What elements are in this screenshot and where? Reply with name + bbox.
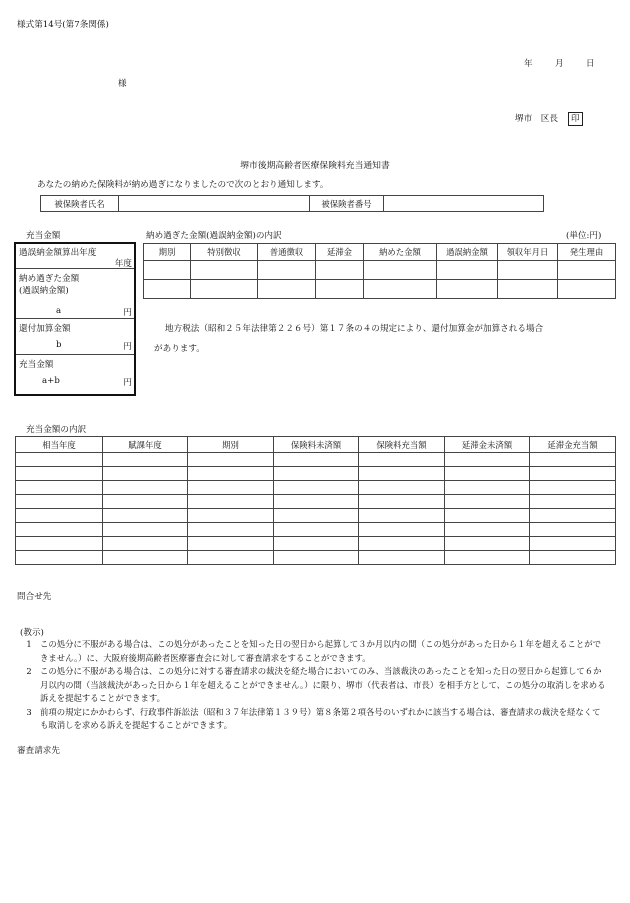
- table-cell: [359, 481, 445, 495]
- table-cell: [258, 261, 316, 280]
- table-cell: [274, 481, 359, 495]
- inquiry-label: 問合せ先: [17, 592, 52, 602]
- table-cell: [364, 280, 437, 299]
- table-cell: [191, 261, 258, 280]
- table-cell: [530, 551, 616, 565]
- table-cell: [274, 467, 359, 481]
- issuer-line: [515, 112, 583, 126]
- refund-note-line1: 地方税法（昭和２５年法律第２２６号）第１７条の４の規定により、還付加算金が加算される場合: [165, 324, 544, 334]
- table-cell: [445, 509, 530, 523]
- allocation-detail-table: [15, 436, 616, 565]
- column-header: 保険料充当額: [359, 437, 445, 453]
- instruction-number: 1: [26, 639, 32, 649]
- table-cell: [103, 481, 188, 495]
- breakdown-row: [144, 261, 616, 280]
- date-month-label: 月: [555, 59, 564, 69]
- column-header: 特別徴収: [191, 244, 258, 261]
- review-request-label: 審査請求先: [17, 746, 60, 756]
- table-cell: [16, 509, 103, 523]
- refund-yen: 円: [123, 342, 132, 352]
- table-cell: [274, 523, 359, 537]
- detail-row: [16, 551, 616, 565]
- detail-row: [16, 495, 616, 509]
- overpaid-sublabel: (過誤納金額): [19, 286, 69, 296]
- table-cell: [530, 481, 616, 495]
- detail-row: [16, 481, 616, 495]
- form-number: 様式第14号(第7条関係): [17, 20, 109, 30]
- table-cell: [274, 551, 359, 565]
- instruction-item: [18, 706, 608, 733]
- table-cell: [103, 523, 188, 537]
- calc-year-unit: 年度: [114, 259, 132, 269]
- insured-name-label: 被保険者氏名: [41, 196, 119, 212]
- column-header: 賦課年度: [103, 437, 188, 453]
- allocation-detail-title: 充当金額の内訳: [26, 425, 87, 435]
- table-cell: [530, 509, 616, 523]
- column-header: 延滞金: [316, 244, 364, 261]
- table-cell: [103, 467, 188, 481]
- table-cell: [445, 481, 530, 495]
- overpaid-label: 納め過ぎた金額: [19, 274, 80, 284]
- table-cell: [445, 495, 530, 509]
- refund-label: 還付加算金額: [19, 324, 71, 334]
- table-cell: [188, 551, 274, 565]
- insured-table: [40, 195, 544, 212]
- table-cell: [530, 453, 616, 467]
- column-header: 延滞金充当額: [530, 437, 616, 453]
- breakdown-table: [143, 243, 616, 299]
- table-cell: [16, 453, 103, 467]
- column-header: 延滞金未済額: [445, 437, 530, 453]
- table-cell: [445, 467, 530, 481]
- instruction-list: [18, 638, 608, 733]
- table-cell: [364, 261, 437, 280]
- allocation-box: [14, 242, 136, 396]
- table-cell: [16, 467, 103, 481]
- total-variable: a+b: [42, 376, 60, 386]
- refund-variable: b: [56, 340, 62, 350]
- table-cell: [316, 280, 364, 299]
- column-header: 保険料未済額: [274, 437, 359, 453]
- date-year-label: 年: [524, 59, 533, 69]
- instruction-text: 前項の規定にかかわらず、行政事件訴訟法（昭和３７年法律第１３９号）第８条第２項各号のいずれかに該当する場合は、審査請求の裁決を経なくても取消しを求める訴えを提起することができます。: [40, 706, 601, 730]
- detail-row: [16, 467, 616, 481]
- breakdown-unit: (単位:円): [566, 231, 602, 241]
- table-cell: [558, 261, 616, 280]
- overpaid-yen: 円: [123, 308, 132, 318]
- table-cell: [103, 495, 188, 509]
- table-cell: [530, 495, 616, 509]
- refund-cell: [16, 319, 134, 355]
- table-cell: [359, 509, 445, 523]
- insured-name-value: [119, 196, 310, 212]
- instruction-number: 2: [26, 666, 32, 676]
- intro-text: あなたの納めた保険料が納め過ぎになりましたので次のとおり通知します。: [37, 180, 329, 190]
- column-header: 期別: [144, 244, 191, 261]
- instruction-item: [18, 638, 608, 665]
- column-header: 発生理由: [558, 244, 616, 261]
- detail-row: [16, 453, 616, 467]
- refund-note-line2: があります。: [154, 344, 205, 354]
- table-cell: [359, 495, 445, 509]
- column-header: 領収年月日: [498, 244, 558, 261]
- table-cell: [445, 453, 530, 467]
- addressee-suffix: 様: [118, 79, 127, 89]
- column-header: 過誤納金額: [437, 244, 498, 261]
- column-header: 相当年度: [16, 437, 103, 453]
- table-cell: [188, 523, 274, 537]
- table-cell: [16, 523, 103, 537]
- table-cell: [103, 551, 188, 565]
- table-cell: [16, 495, 103, 509]
- table-cell: [103, 509, 188, 523]
- detail-row: [16, 523, 616, 537]
- overpaid-cell: [16, 269, 134, 319]
- table-cell: [445, 551, 530, 565]
- table-cell: [103, 453, 188, 467]
- allocation-section-label: 充当金額: [26, 231, 61, 241]
- table-cell: [274, 509, 359, 523]
- table-cell: [16, 551, 103, 565]
- table-cell: [437, 261, 498, 280]
- table-cell: [498, 280, 558, 299]
- seal-mark: 印: [568, 112, 583, 126]
- instruction-number: 3: [26, 706, 32, 717]
- table-cell: [274, 453, 359, 467]
- table-cell: [144, 261, 191, 280]
- column-header: 普通徴収: [258, 244, 316, 261]
- table-cell: [445, 537, 530, 551]
- table-cell: [188, 481, 274, 495]
- table-cell: [316, 261, 364, 280]
- table-cell: [188, 509, 274, 523]
- instruction-text: この処分に不服がある場合は、この処分に対する審査請求の裁決を経た場合においてのみ、当該裁決のあったことを知った日の翌日から起算して６か月以内の間（当該裁決があった日から１年を超えることができません。）に限り、堺市（代表者は、市長）を相手方として、この処分の取消しを求める訴えを提起することができます。: [40, 666, 606, 703]
- table-cell: [191, 280, 258, 299]
- table-cell: [530, 537, 616, 551]
- issuer-name: 堺市 区長: [515, 114, 558, 124]
- breakdown-title: 納め過ぎた金額(過誤納金額)の内訳: [146, 231, 282, 241]
- table-cell: [359, 467, 445, 481]
- instructions-title: (教示): [20, 628, 44, 638]
- instruction-item: [18, 665, 608, 706]
- breakdown-row: [144, 280, 616, 299]
- table-cell: [188, 495, 274, 509]
- column-header: 納めた金額: [364, 244, 437, 261]
- table-cell: [274, 495, 359, 509]
- table-cell: [359, 523, 445, 537]
- calc-year-label: 過誤納金額算出年度: [19, 248, 97, 258]
- total-cell: [16, 355, 134, 390]
- overpaid-variable: a: [56, 306, 62, 316]
- table-cell: [274, 537, 359, 551]
- table-cell: [258, 280, 316, 299]
- table-cell: [437, 280, 498, 299]
- table-cell: [530, 467, 616, 481]
- table-cell: [359, 551, 445, 565]
- table-cell: [530, 523, 616, 537]
- table-cell: [144, 280, 191, 299]
- table-cell: [359, 537, 445, 551]
- table-cell: [103, 537, 188, 551]
- total-label: 充当金額: [19, 360, 54, 370]
- detail-row: [16, 509, 616, 523]
- table-cell: [188, 453, 274, 467]
- detail-row: [16, 537, 616, 551]
- table-cell: [16, 481, 103, 495]
- document-title: 堺市後期高齢者医療保険料充当通知書: [240, 161, 390, 171]
- instruction-text: この処分に不服がある場合は、この処分があったことを知った日の翌日から起算して３か月以内の間（この処分があった日から１年を超えることができません。）に、大阪府後期高齢者医療審査会に対して審査請求をすることができます。: [40, 639, 601, 663]
- date-day-label: 日: [586, 59, 595, 69]
- calc-year-cell: [16, 244, 134, 269]
- insured-number-label: 被保険者番号: [310, 196, 384, 212]
- table-cell: [498, 261, 558, 280]
- column-header: 期別: [188, 437, 274, 453]
- total-yen: 円: [123, 378, 132, 388]
- table-cell: [16, 537, 103, 551]
- table-cell: [359, 453, 445, 467]
- table-cell: [188, 467, 274, 481]
- table-cell: [188, 537, 274, 551]
- table-cell: [558, 280, 616, 299]
- insured-number-value: [384, 196, 544, 212]
- table-cell: [445, 523, 530, 537]
